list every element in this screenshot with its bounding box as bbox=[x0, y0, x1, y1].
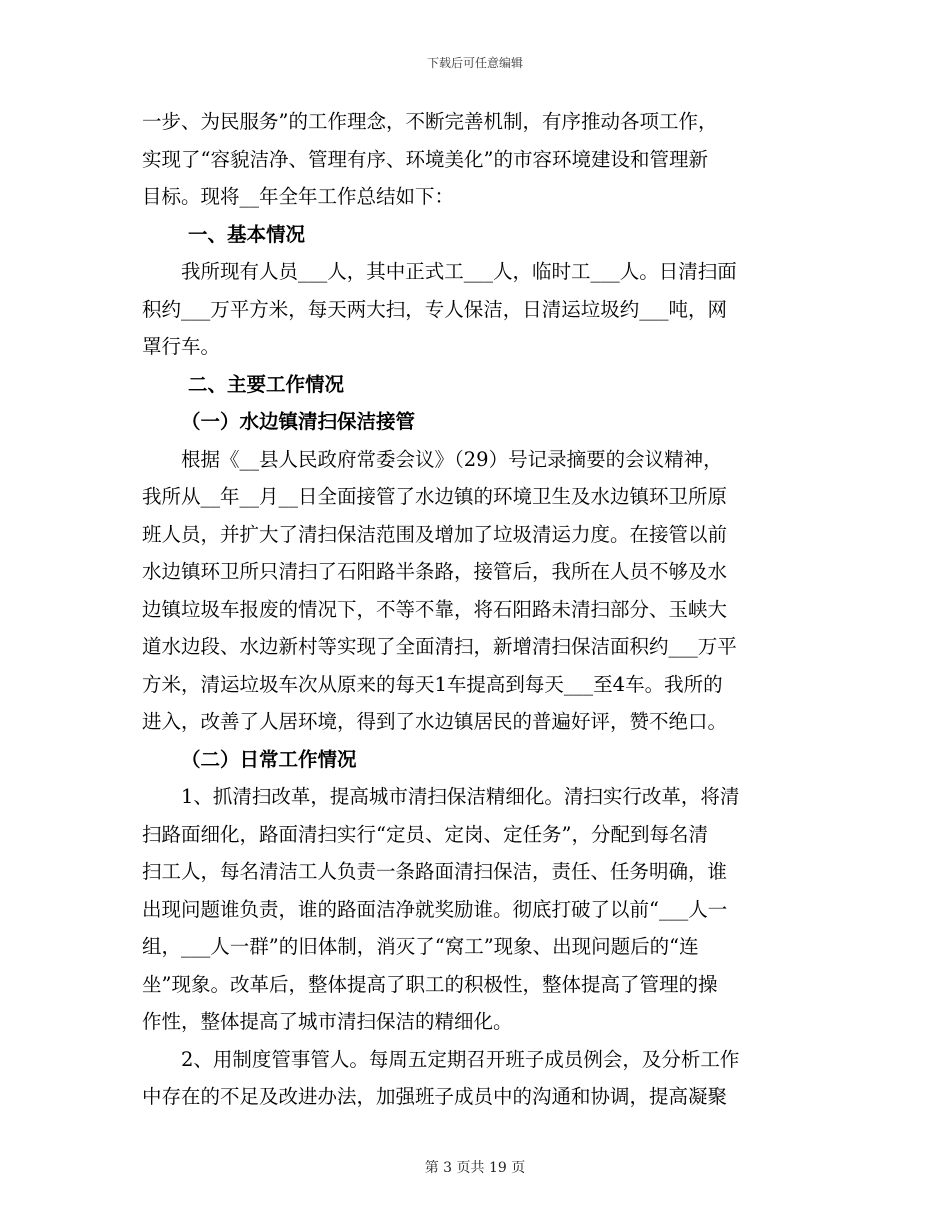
section-heading: 一、基本情况 bbox=[188, 222, 306, 246]
page-footer: 第 3 页共 19 页 bbox=[424, 1160, 526, 1176]
text-line: 1、抓清扫改革，提高城市清扫保洁精细化。清扫实行改革，将清 bbox=[142, 785, 740, 808]
section-heading: 二、主要工作情况 bbox=[188, 372, 345, 396]
text-line: 扫工人，每名清洁工人负责一条路面清扫保洁，责任、任务明确，谁 bbox=[142, 860, 728, 883]
text-line: 出现问题谁负责，谁的路面洁净就奖励谁。彻底打破了以前“___人一 bbox=[142, 897, 728, 921]
text-line: 目标。现将__年全年工作总结如下： bbox=[142, 185, 455, 208]
text-line: 水边镇环卫所只清扫了石阳路半条路，接管后，我所在人员不够及水 bbox=[142, 560, 728, 583]
document-body bbox=[142, 103, 810, 1116]
text-line: 扫路面细化，路面清扫实行“定员、定岗、定任务”，分配到每名清 bbox=[142, 822, 708, 846]
text-line: 2、用制度管事管人。每周五定期召开班子成员例会，及分析工作 bbox=[142, 1047, 740, 1071]
text-line: 我所现有人员___人，其中正式工___人，临时工___人。日清扫面 bbox=[142, 260, 737, 283]
section-heading: （二）日常工作情况 bbox=[181, 747, 357, 771]
text-line: 中存在的不足及改进办法，加强班子成员中的沟通和协调，提高凝聚 bbox=[142, 1085, 728, 1108]
text-line: 班人员，并扩大了清扫保洁范围及增加了垃圾清运力度。在接管以前 bbox=[142, 522, 728, 546]
text-line: 边镇垃圾车报废的情况下，不等不靠，将石阳路未清扫部分、玉峡大 bbox=[142, 597, 728, 621]
text-line: 积约___万平方米，每天两大扫，专人保洁，日清运垃圾约___吨，网 bbox=[142, 297, 728, 321]
text-line: 组，___人一群”的旧体制，消灭了“窝工”现象、出现问题后的“连 bbox=[142, 935, 699, 958]
text-line: 进入，改善了人居环境，得到了水边镇居民的普遍好评，赞不绝口。 bbox=[142, 710, 728, 733]
text-line: 根据《__县人民政府常委会议》（29）号记录摘要的会议精神， bbox=[142, 447, 723, 471]
text-line: 坐”现象。改革后，整体提高了职工的积极性，整体提高了管理的操 bbox=[142, 972, 718, 996]
text-line: 方米，清运垃圾车次从原来的每天1车提高到每天___至4车。我所的 bbox=[142, 672, 723, 696]
text-line: 实现了“容貌洁净、管理有序、环境美化”的市容环境建设和管理新 bbox=[142, 147, 708, 171]
text-line: 我所从__年__月__日全面接管了水边镇的环境卫生及水边镇环卫所原 bbox=[142, 485, 728, 508]
text-line: 道水边段、水边新村等实现了全面清扫，新增清扫保洁面积约___万平 bbox=[142, 635, 737, 658]
text-line: 罩行车。 bbox=[142, 335, 221, 358]
page-header: 下载后可任意编辑 bbox=[426, 56, 523, 70]
text-line: 作性，整体提高了城市清扫保洁的精细化。 bbox=[142, 1010, 513, 1033]
section-heading: （一）水边镇清扫保洁接管 bbox=[181, 410, 416, 433]
text-line: 一步、为民服务”的工作理念，不断完善机制，有序推动各项工作， bbox=[142, 110, 718, 133]
